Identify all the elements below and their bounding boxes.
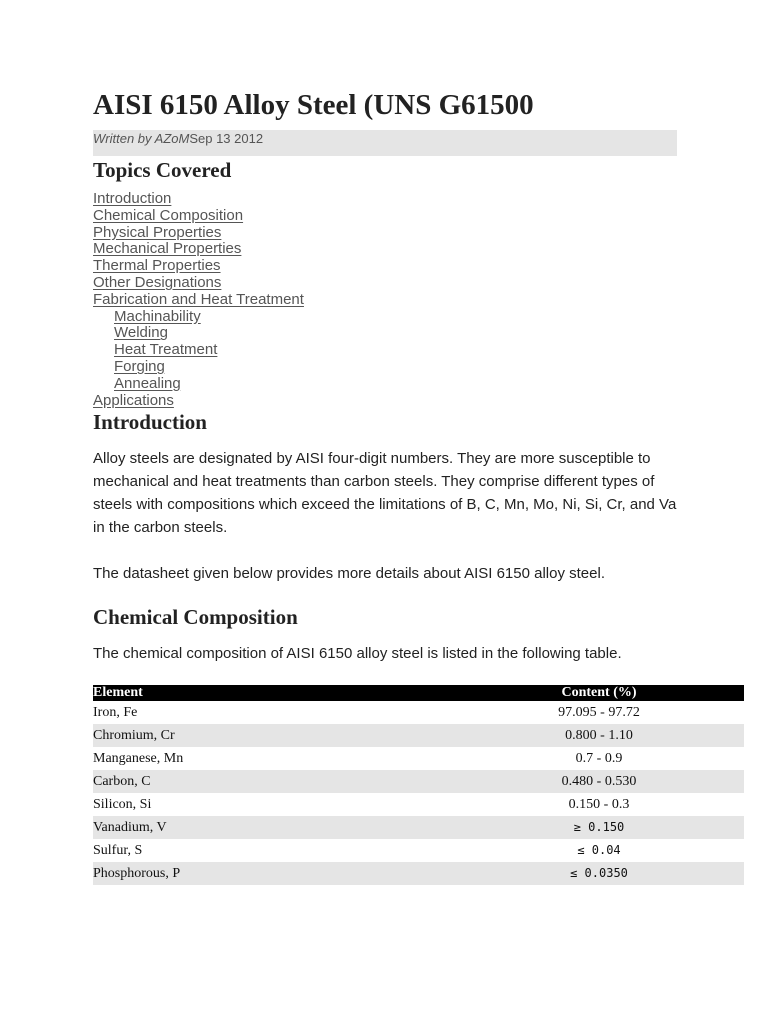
table-row: [93, 816, 744, 839]
toc-link-welding[interactable]: Welding: [114, 324, 168, 342]
toc-link-machinability[interactable]: Machinability: [114, 307, 201, 325]
element-cell: Silicon, Si: [93, 797, 152, 812]
topics-heading: Topics Covered: [93, 158, 232, 182]
content-cell: ≤ 0.0350: [454, 862, 744, 885]
table-header-row: [93, 685, 744, 701]
toc-item: [93, 275, 304, 292]
toc-item: [93, 225, 304, 242]
byline-author: Written by AZoM: [93, 131, 190, 146]
content-cell: ≤ 0.04: [577, 843, 621, 857]
toc-subitem: [93, 325, 304, 342]
toc-subitem: [93, 309, 304, 326]
byline: [93, 130, 677, 156]
table-row: [93, 770, 744, 793]
toc-link-mechanical-properties[interactable]: Mechanical Properties: [93, 240, 242, 258]
element-cell: Manganese, Mn: [93, 751, 184, 766]
datasheet-paragraph: The datasheet given below provides more details about AISI 6150 alloy steel.: [93, 565, 605, 582]
toc-link-chemical-composition[interactable]: Chemical Composition: [93, 206, 244, 224]
content-cell: 0.800 - 1.10: [454, 724, 744, 747]
element-cell: Iron, Fe: [93, 705, 138, 720]
toc-subitem: [93, 376, 304, 393]
toc-subitem: [93, 359, 304, 376]
table-row: [93, 724, 744, 747]
element-cell: Carbon, C: [93, 770, 454, 793]
toc-subitem: [93, 342, 304, 359]
table-of-contents: [93, 191, 304, 409]
content-cell: 0.150 - 0.3: [568, 797, 630, 812]
toc-item: [93, 241, 304, 258]
column-header-element: Element: [93, 685, 454, 701]
toc-item: [93, 258, 304, 275]
toc-link-annealing[interactable]: Annealing: [114, 374, 181, 392]
toc-item: [93, 208, 304, 225]
toc-link-other-designations[interactable]: Other Designations: [93, 273, 222, 291]
page-title: AISI 6150 Alloy Steel (UNS G61500: [93, 89, 534, 121]
introduction-paragraph: Alloy steels are designated by AISI four-digit numbers. They are more susceptible to mechanical and heat treatments than carbon steels. They comprise different types of steels with compositions which exceed the limitations of B, C, Mn, Mo, Ni, Si, Cr, and Va in the carbon steels.: [93, 450, 677, 536]
content-cell: ≥ 0.150: [454, 816, 744, 839]
toc-link-introduction[interactable]: Introduction: [93, 190, 172, 207]
byline-date: Sep 13 2012: [189, 131, 264, 146]
column-header-content: Content (%): [454, 685, 744, 701]
introduction-heading: Introduction: [93, 410, 207, 434]
chemical-composition-heading: Chemical Composition: [93, 605, 298, 629]
toc-item: [93, 292, 304, 309]
table-row: [93, 793, 744, 816]
toc-link-applications[interactable]: Applications: [93, 391, 174, 409]
table-row: [93, 862, 744, 885]
toc-item: [93, 393, 304, 410]
toc-link-physical-properties[interactable]: Physical Properties: [93, 223, 222, 241]
toc-item: [93, 191, 304, 208]
table-row: [93, 701, 744, 724]
composition-table: [93, 685, 744, 885]
toc-link-heat-treatment[interactable]: Heat Treatment: [114, 341, 218, 359]
element-cell: Phosphorous, P: [93, 862, 454, 885]
element-cell: Sulfur, S: [93, 843, 143, 858]
content-cell: 0.7 - 0.9: [575, 751, 623, 766]
table-row: [93, 747, 744, 770]
content-cell: 0.480 - 0.530: [454, 770, 744, 793]
toc-link-fabrication-heat-treatment[interactable]: Fabrication and Heat Treatment: [93, 290, 304, 308]
element-cell: Vanadium, V: [93, 816, 454, 839]
table-row: [93, 839, 744, 862]
element-cell: Chromium, Cr: [93, 724, 454, 747]
toc-link-forging[interactable]: Forging: [114, 357, 165, 375]
toc-link-thermal-properties[interactable]: Thermal Properties: [93, 257, 221, 275]
composition-intro: The chemical composition of AISI 6150 alloy steel is listed in the following table.: [93, 645, 622, 662]
content-cell: 97.095 - 97.72: [558, 705, 640, 720]
